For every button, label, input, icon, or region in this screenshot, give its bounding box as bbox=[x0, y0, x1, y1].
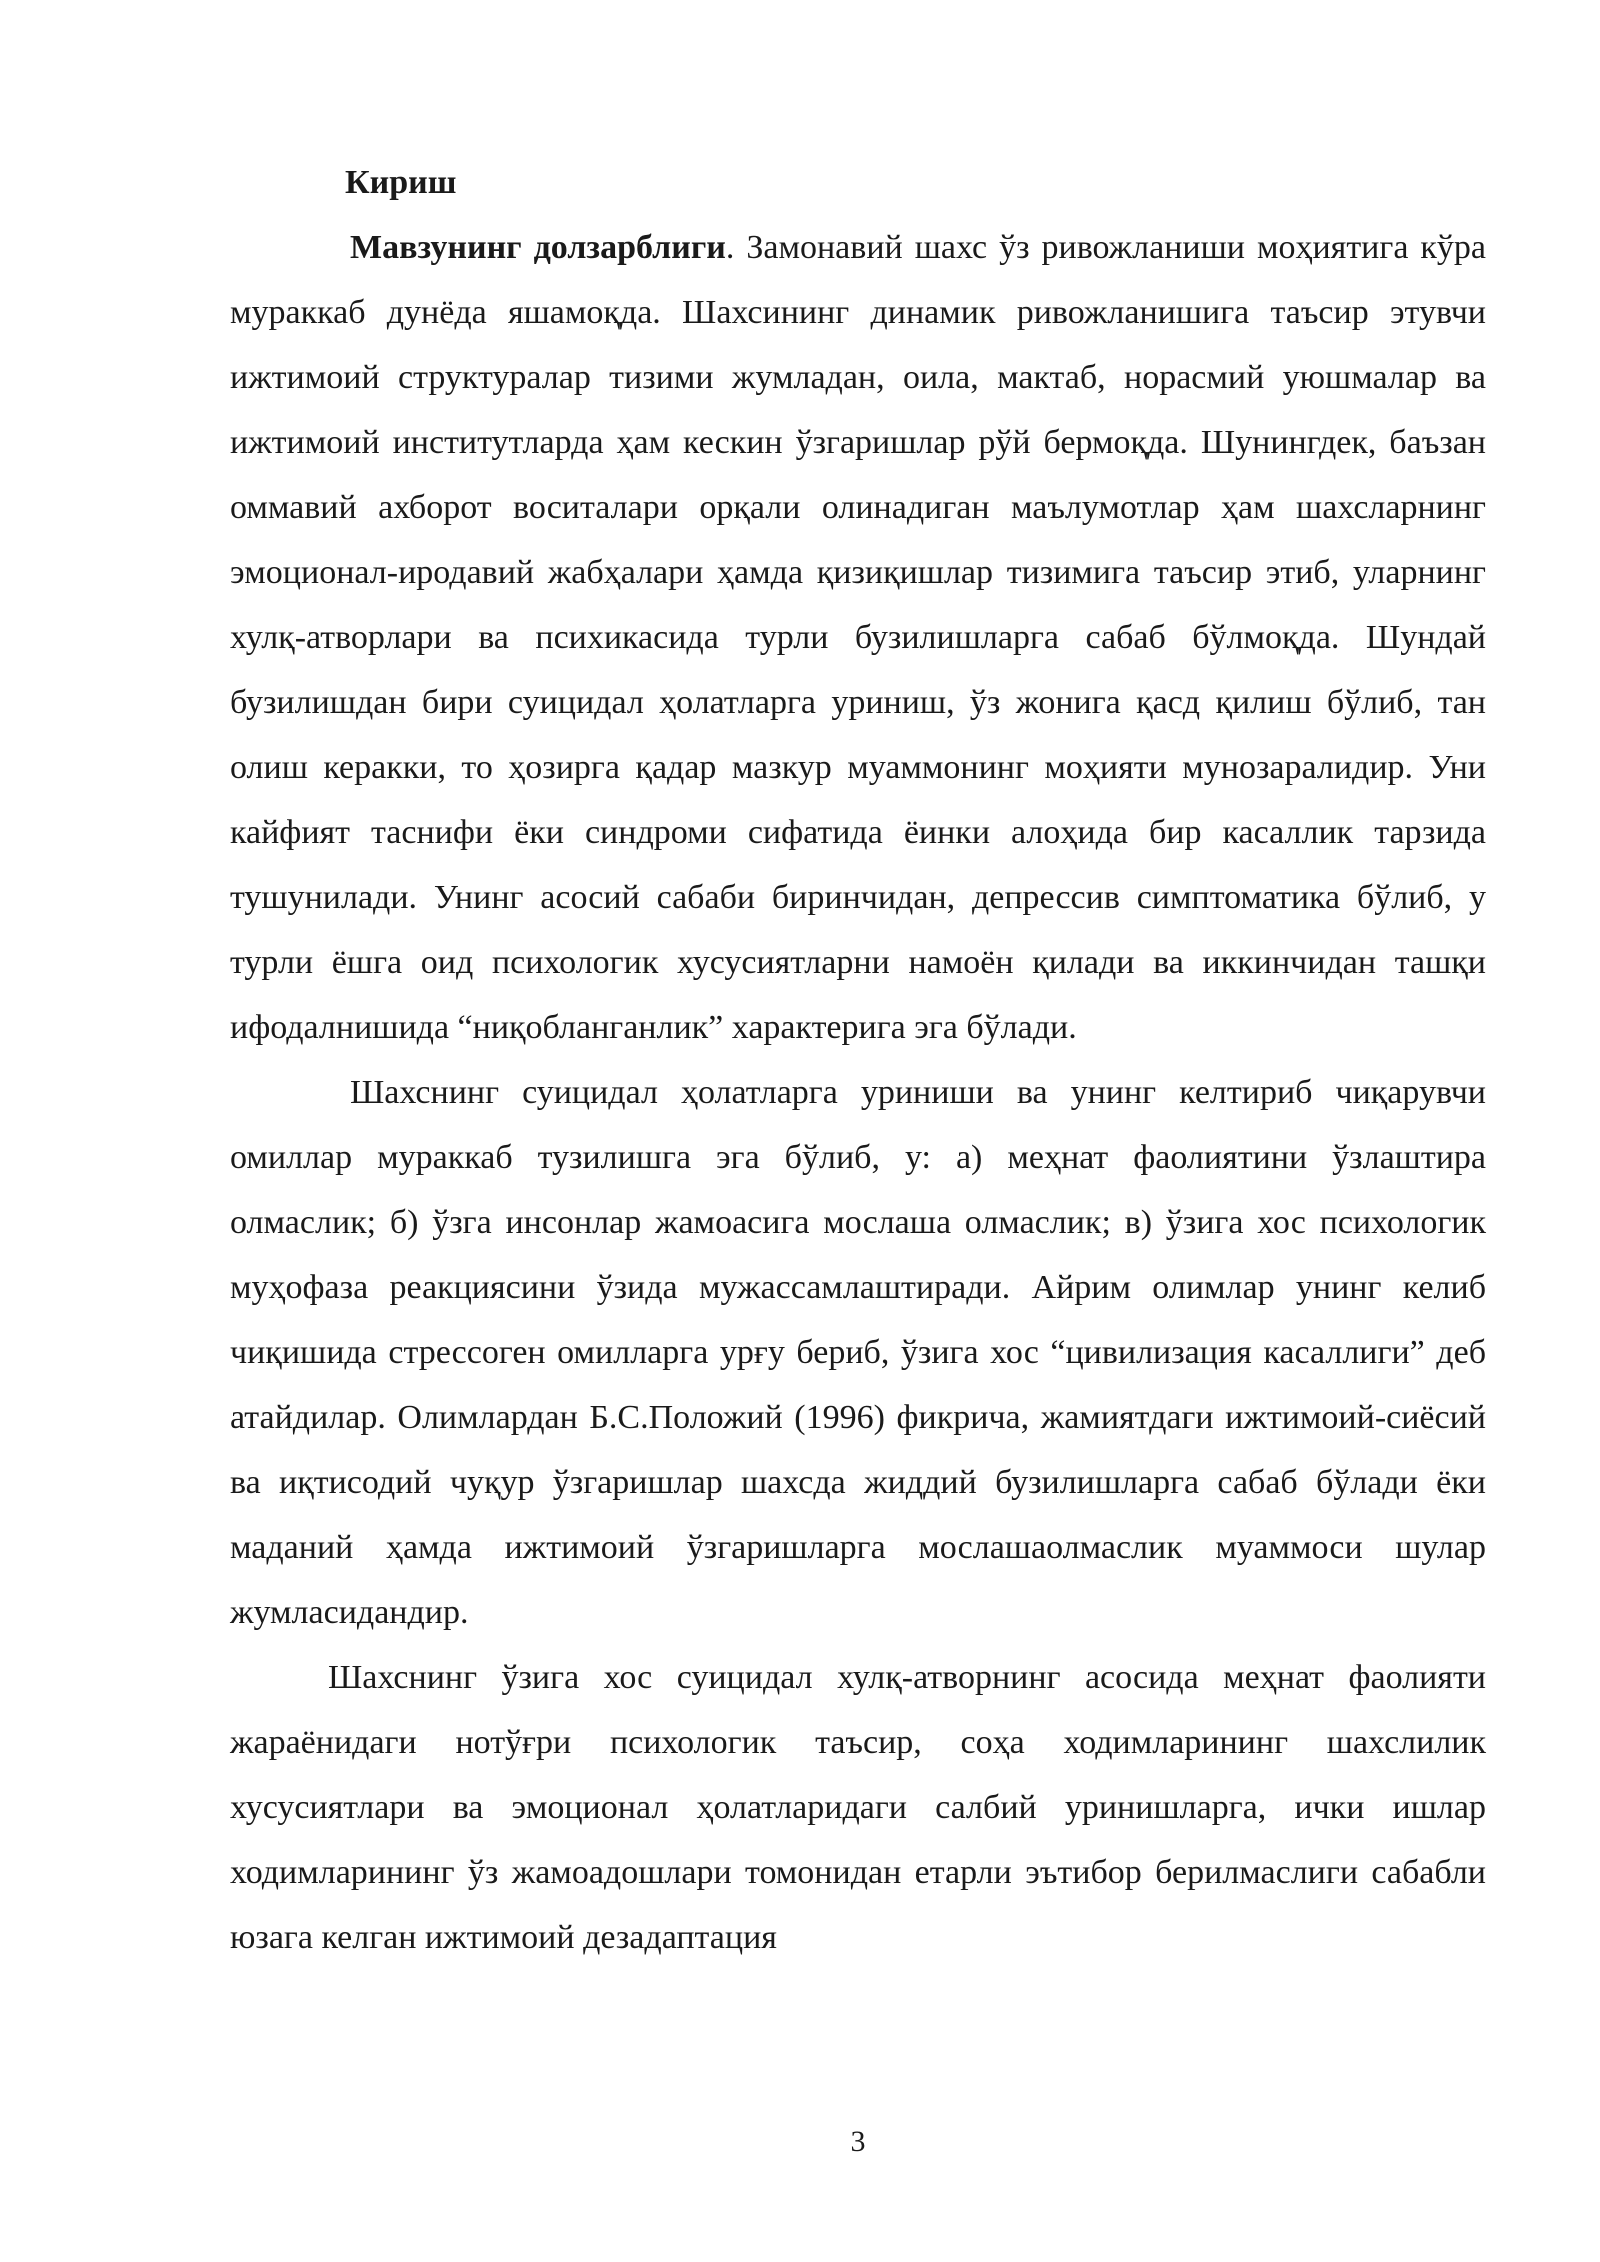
paragraph-factors: Шахснинг суицидал ҳолатларга уриниши ва унинг келтириб чиқарувчи омиллар мураккаб тузилишга эга бўлиб, у: а) меҳнат фаолиятини ўзлаштира олмаслик; б) ўзга инсонлар жамоасига мослаша олмаслик; в) ўзига хос психологик муҳофаза реакциясини ўзида мужассамлаштиради. Айрим олимлар унинг келиб чиқишида стрессоген омилларга урғу бериб, ўзига хос “цивилизация касаллиги” деб атайдилар. Олимлардан Б.С.Положий (1996) фикрича, жамиятдаги ижтимоий-сиёсий ва иқтисодий чуқур ўзгаришлар шахсда жиддий бузилишларга сабаб бўлади ёки маданий ҳамда ижтимоий ўзгаришларга мослашаолмаслик муаммоси шулар жумласидандир. bbox=[230, 1074, 1486, 1631]
paragraph-behavior: Шахснинг ўзига хос суицидал хулқ-атворнинг асосида меҳнат фаолияти жараёнидаги нотўғри психологик таъсир, соҳа ходимларининг шахслилик хусусиятлари ва эмоционал ҳолатларидаги салбий уринишларга, ички ишлар ходимларининг ўз жамоадошлари томонидан етарли эътибор берилмаслиги сабабли юзага келган ижтимоий дезадаптация bbox=[230, 1659, 1486, 1956]
paragraph-relevance bbox=[230, 215, 1486, 1060]
relevance-text: . Замонавий шахс ўз ривожланиши моҳиятига кўра мураккаб дунёда яшамоқда. Шахсининг динамик ривожланишига таъсир этувчи ижтимоий структуралар тизими жумладан, оила, мактаб, норасмий уюшмалар ва ижтимоий институтларда ҳам кескин ўзгаришлар рўй бермоқда. Шунингдек, баъзан оммавий ахборот воситалари орқали олинадиган маълумотлар ҳам шахсларнинг эмоционал-иродавий жабҳалари ҳамда қизиқишлар тизимига таъсир этиб, уларнинг хулқ-атворлари ва психикасида турли бузилишларга сабаб бўлмоқда. Шундай бузилишдан бири суицидал ҳолатларга уриниш, ўз жонига қасд қилиш бўлиб, тан олиш керакки, то ҳозирга қадар мазкур муаммонинг моҳияти мунозаралидир. Уни кайфият таснифи ёки синдроми сифатида ёинки алоҳида бир касаллик тарзида тушунилади. Унинг асосий сабаби биринчидан, депрессив симптоматика бўлиб, у турли ёшга оид психологик хусусиятларни намоён қилади ва иккинчидан ташқи ифодалнишида “ниқобланганлик” характерига эга бўлади. bbox=[230, 229, 1487, 1046]
relevance-lead: Мавзунинг долзарблиги bbox=[350, 229, 726, 266]
section-heading: Кириш bbox=[345, 164, 457, 201]
page-number: 3 bbox=[850, 2125, 866, 2158]
document-page bbox=[230, 150, 1486, 1970]
